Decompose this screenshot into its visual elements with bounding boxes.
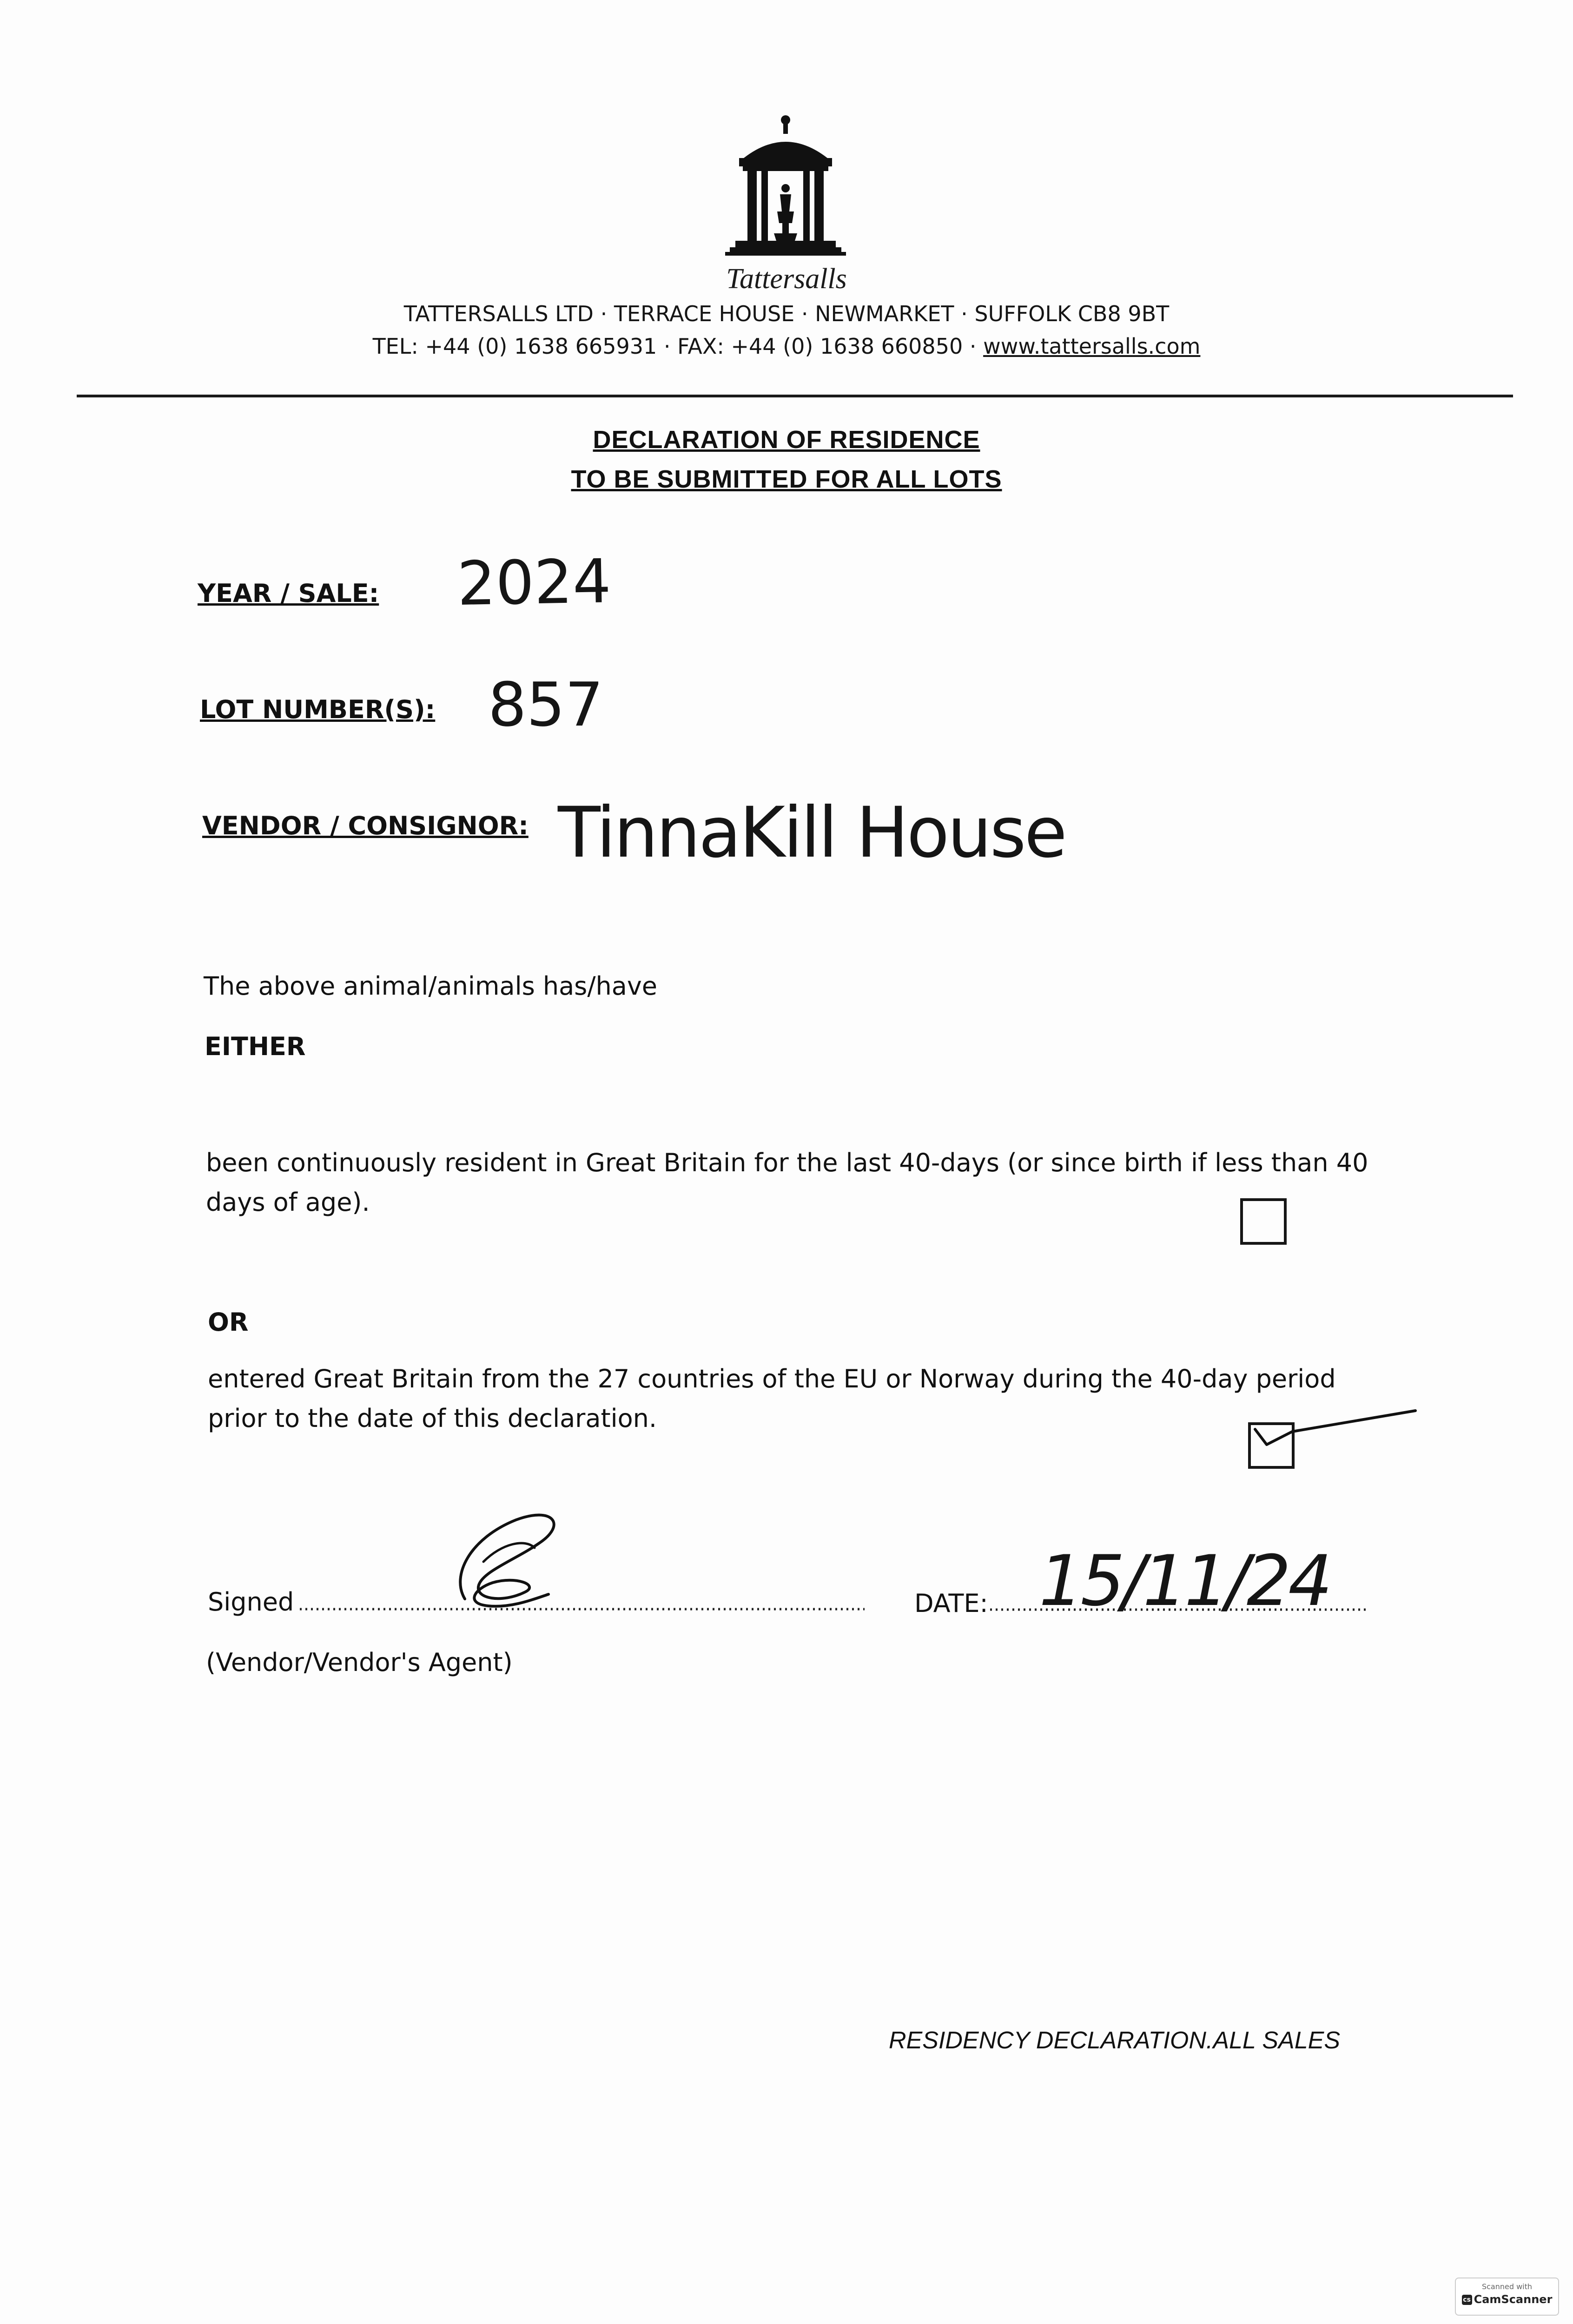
rotunda-statue-icon [725, 112, 846, 265]
option2-text-line1: entered Great Britain from the 27 countries of the EU or Norway during the 40-day period [208, 1364, 1336, 1393]
signed-label: Signed [208, 1587, 294, 1617]
vendor-value: TinnaKill House [558, 792, 1065, 873]
form-footer-name: RESIDENCY DECLARATION.ALL SALES [889, 2027, 1341, 2054]
option1-text-line2: days of age). [206, 1188, 370, 1217]
option2-checkmark-icon [1246, 1404, 1432, 1459]
year-sale-label: YEAR / SALE: [198, 579, 379, 608]
header-divider [77, 395, 1513, 397]
camscanner-badge [1455, 2278, 1559, 2316]
option1-checkbox[interactable] [1240, 1198, 1287, 1245]
option1-text-line1: been continuously resident in Great Britain for the last 40-days (or since birth if less than 40 [206, 1148, 1368, 1177]
lot-numbers-label: LOT NUMBER(S): [200, 695, 436, 724]
option2-text-line2: prior to the date of this declaration. [208, 1404, 657, 1433]
camscanner-text-row [1456, 2293, 1558, 2306]
tel-fax-text: TEL: +44 (0) 1638 665931 · FAX: +44 (0) 1638 660850 · [372, 334, 984, 359]
year-sale-value: 2024 [456, 546, 612, 619]
website-link[interactable]: www.tattersalls.com [983, 334, 1201, 359]
lot-numbers-value: 857 [488, 669, 604, 740]
camscanner-name: CamScanner [1474, 2293, 1553, 2306]
signature-dotted-line [300, 1599, 867, 1613]
either-label: EITHER [205, 1032, 306, 1061]
scanned-with-text: Scanned with [1481, 2282, 1533, 2291]
form-subtitle: TO BE SUBMITTED FOR ALL LOTS [571, 465, 1002, 493]
signer-role: (Vendor/Vendor's Agent) [206, 1648, 513, 1677]
company-address: TATTERSALLS LTD · TERRACE HOUSE · NEWMARKET · SUFFOLK CB8 9BT [403, 301, 1170, 326]
camscanner-icon: cs [1462, 2295, 1472, 2305]
vendor-label: VENDOR / CONSIGNOR: [202, 811, 529, 840]
statement-intro: The above animal/animals has/have [204, 971, 658, 1001]
contact-line [0, 334, 1573, 359]
form-title: DECLARATION OF RESIDENCE [593, 426, 980, 454]
or-label: OR [208, 1307, 249, 1337]
tattersalls-logo [725, 112, 846, 265]
brand-name: Tattersalls [726, 263, 847, 295]
date-value: 15/11/24 [1039, 1541, 1330, 1622]
date-label: DATE: [914, 1589, 988, 1618]
signature-scribble [446, 1506, 572, 1613]
